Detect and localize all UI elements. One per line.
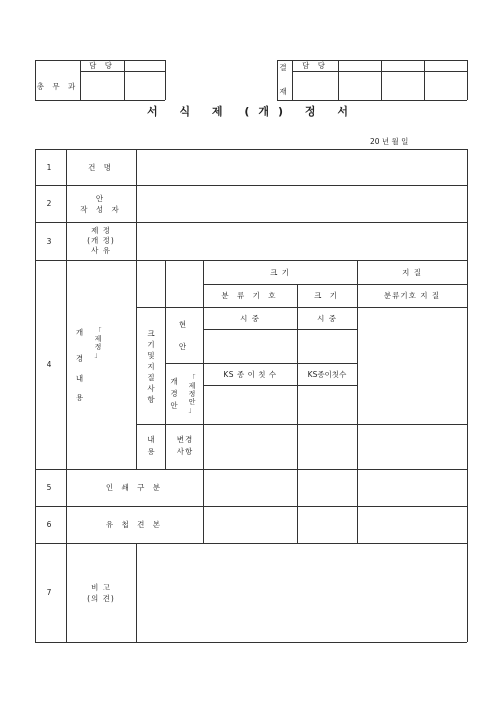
row-4-number: 4 — [46, 360, 55, 369]
row-6-field-2[interactable] — [298, 507, 357, 543]
row-4-revised-class-value: KS 종 이 칫 수 — [223, 369, 277, 379]
approval-right-damdang-label: 담 당 — [302, 61, 328, 70]
row-4-header-size: 크 기 — [270, 267, 290, 277]
approval-right-sign-cell-2[interactable] — [339, 72, 381, 100]
row-4-label-changes: 변경 사항 — [176, 435, 194, 456]
row-7-label-remarks — [66, 543, 136, 642]
row-5-number: 5 — [46, 483, 55, 492]
row-7-label-line-2: (의 견) — [87, 593, 115, 603]
row-3-label-line-2: (개 정) — [87, 236, 115, 245]
row-4-revised-class-field[interactable] — [204, 386, 297, 424]
row-4-revised-size-field[interactable] — [298, 386, 357, 424]
row-4-subheader-class: 분 류 기 호 — [221, 291, 279, 300]
row-3-label-reason — [66, 222, 136, 260]
row-3-number: 3 — [46, 236, 55, 246]
row-5-field-2[interactable] — [298, 470, 357, 506]
row-4-changes-field-3[interactable] — [358, 425, 467, 469]
row-5-label-print-type: 인 쇄 구 분 — [105, 483, 164, 492]
approval-right-gyeol-label: 결 — [279, 62, 290, 72]
row-6-field-1[interactable] — [204, 507, 297, 543]
row-4-label-gyeong: 경 — [75, 353, 87, 363]
approval-right-sign-cell-3[interactable] — [382, 72, 424, 100]
row-4-label-content: 내 용 — [147, 435, 155, 456]
row-4-label-hyeon: 현 — [178, 319, 190, 329]
row-2-label-author — [66, 185, 136, 222]
row-6-field-3[interactable] — [358, 507, 467, 543]
row-4-current-size-value: 시 중 — [317, 313, 337, 323]
row-4-changes-field-2[interactable] — [298, 425, 357, 469]
row-4-label-revised-mark: 「 제 정 안 」 — [188, 374, 196, 414]
row-4-current-paper-field[interactable] — [358, 308, 467, 424]
row-4-header-paper: 지 질 — [402, 267, 422, 277]
approval-left-dept-label: 총 무 과 — [36, 81, 79, 91]
row-6-number: 6 — [46, 520, 55, 529]
row-1-title-field[interactable] — [137, 150, 467, 185]
approval-left-sign-cell-2[interactable] — [125, 72, 165, 100]
row-7-label-line-1: 비 고 — [91, 582, 111, 592]
row-5-field-3[interactable] — [358, 470, 467, 506]
row-3-label-line-1: 제 정 — [91, 226, 111, 235]
row-6-label-sample: 유 첩 견 본 — [105, 520, 164, 529]
row-3-reason-field[interactable] — [137, 223, 467, 260]
row-4-label-jeonggae: 「 제 정 」 — [94, 327, 102, 359]
row-2-label-line-2: 작 성 자 — [80, 204, 122, 214]
row-4-label-an: 안 — [178, 341, 190, 351]
approval-left-sign-cell-1[interactable] — [81, 72, 124, 100]
row-4-side-label: 크 기 및 지 질 사 항 — [147, 328, 155, 404]
row-7-remarks-field[interactable] — [137, 544, 467, 642]
document-title: 서 식 제 (개) 정 서 — [147, 105, 357, 118]
row-4-changes-field-1[interactable] — [204, 425, 297, 469]
row-4-subheader-class-paper: 분류기호 지 질 — [383, 291, 441, 300]
row-7-number: 7 — [46, 588, 55, 597]
row-4-current-class-value: 시 중 — [240, 313, 260, 323]
row-4-label-nae: 내 — [75, 373, 87, 383]
row-2-number: 2 — [46, 199, 55, 208]
row-4-label-revised: 개 경 안 — [170, 377, 178, 410]
row-2-author-field[interactable] — [137, 186, 467, 222]
row-4-label-gae: 개 — [75, 327, 87, 337]
approval-left-damdang-label: 담 당 — [89, 61, 115, 70]
row-1-label-title: 건 명 — [88, 162, 114, 172]
row-4-current-size-field[interactable] — [298, 330, 357, 363]
approval-right-sign-cell-1[interactable] — [293, 72, 338, 100]
row-1-number: 1 — [46, 162, 55, 172]
row-4-current-class-field[interactable] — [204, 330, 297, 363]
row-4-revised-size-value: KS종이칫수 — [307, 369, 347, 379]
row-3-label-line-3: 사 유 — [91, 246, 111, 255]
approval-right-sign-cell-4[interactable] — [425, 72, 467, 100]
row-5-field-1[interactable] — [204, 470, 297, 506]
approval-right-jae-label: 재 — [279, 86, 290, 96]
date-line: 20 년 월 일 — [370, 136, 409, 146]
row-4-subheader-size: 크 기 — [314, 291, 340, 300]
row-4-label-yong: 용 — [75, 392, 87, 402]
row-2-label-line-1: 안 — [95, 193, 107, 203]
